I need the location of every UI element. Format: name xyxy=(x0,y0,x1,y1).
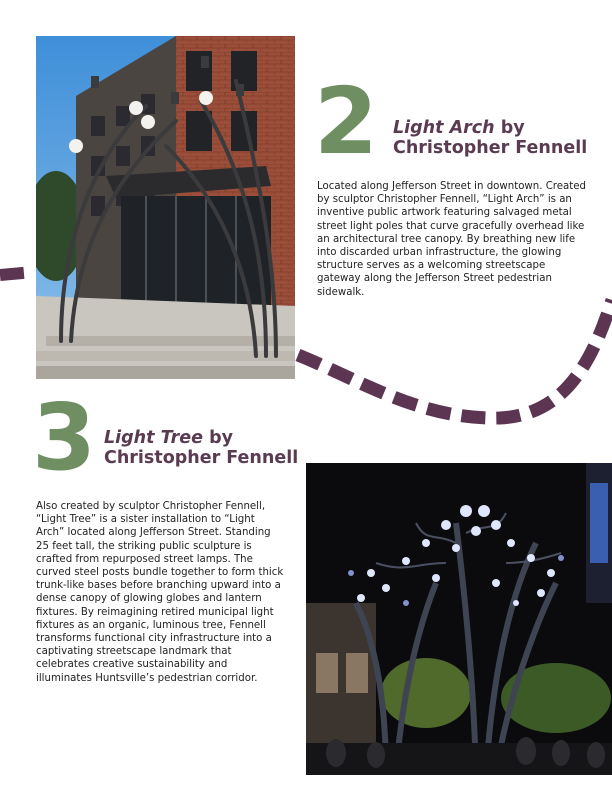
section-number-3: 3 xyxy=(32,384,95,491)
artist-name: Christopher Fennell xyxy=(104,448,299,468)
section-number-2: 2 xyxy=(314,68,377,175)
section-3-title xyxy=(104,428,304,468)
section-2-title xyxy=(393,118,608,158)
artist-name: Christopher Fennell xyxy=(393,138,588,158)
title-by: by xyxy=(202,428,234,448)
light-tree-photo xyxy=(306,463,612,775)
light-arch-photo xyxy=(36,36,295,379)
section-2-description: Located along Jefferson Street in downtown. Created by sculptor Christopher Fennell, “Light Arch” is an inventive public artwork featuring salvaged metal street light poles that curve gracefully overhead like an architectural tree canopy. By breathing new life into discarded urban infrastructure, the glowing structure serves as a welcoming streetscape gateway along the Jefferson Street pedestrian sidewalk. xyxy=(317,181,587,298)
section-3-description: Also created by sculptor Christopher Fennell, “Light Tree” is a sister installation to “Light Arch” located along Jefferson Street. Standing 25 feet tall, the striking public sculpture is crafted from repurposed street lamps. The curved steel posts bundle together to form thick trunk-like bases before branching upward into a dense canopy of glowing globes and lantern fixtures. By reimagining retired municipal light fixtures as an organic, luminous tree, Fennell transforms functional city infrastructure into a captivating streetscape landmark that celebrates creative sustainability and illuminates Huntsville’s pedestrian corridor. xyxy=(36,501,284,684)
artwork-name: Light Tree xyxy=(104,428,203,448)
artwork-name: Light Arch xyxy=(393,118,495,138)
title-by: by xyxy=(494,118,525,138)
